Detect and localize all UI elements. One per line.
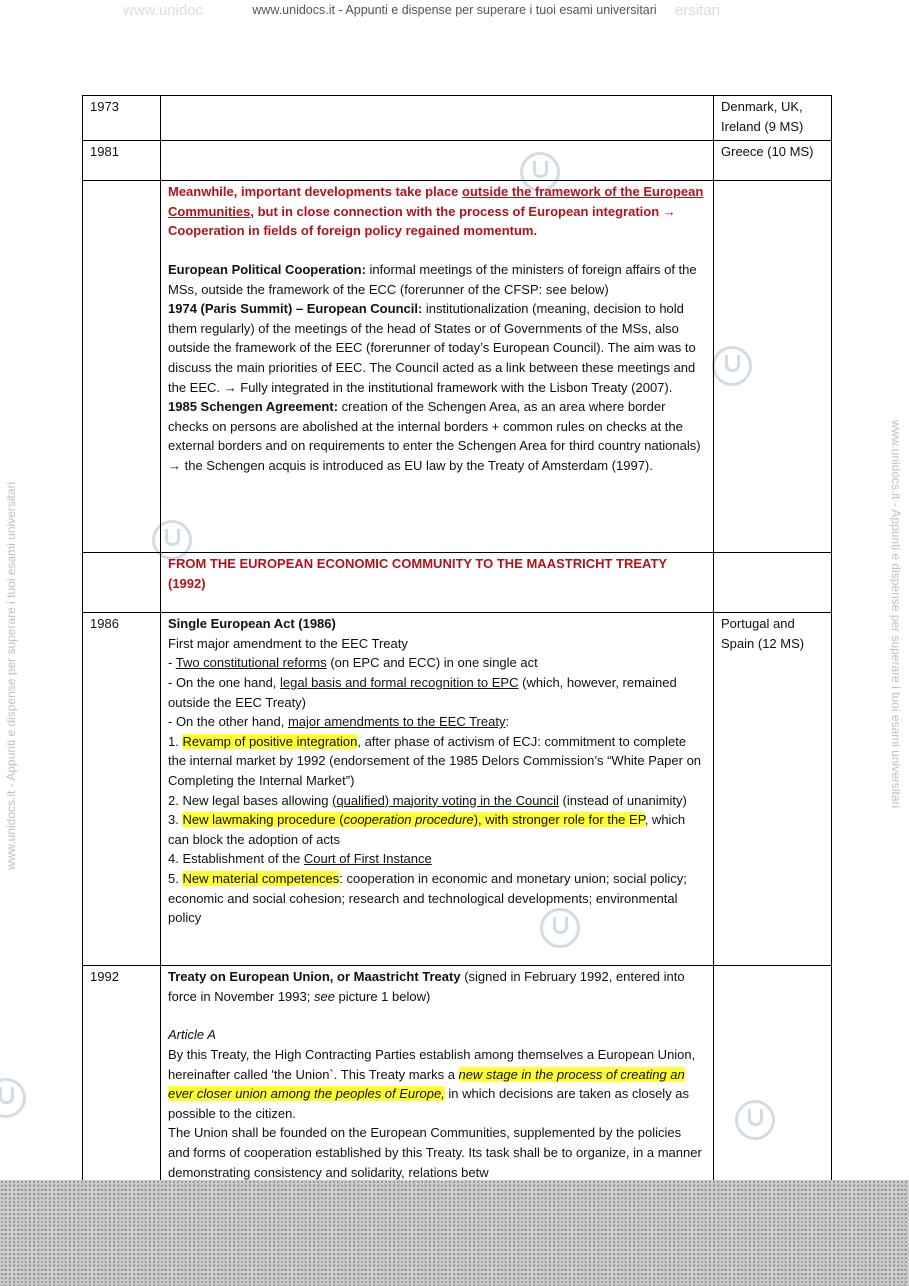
article-paragraph: The Union shall be founded on the European Communities, supplemented by the policies and forms of cooperation established by this Treaty. Its task shall be to organize, in a manner demonstrating consistency and solidarity, relations betw	[168, 1125, 702, 1180]
table-row	[83, 141, 832, 181]
table-row	[83, 181, 832, 553]
sea-item: 1. Revamp of positive integration, after phase of activism of ECJ: commitment to complete the internal market by 1992 (endorsement of the 1985 Delors Commission’s “White Paper on Completing the Internal Market”)	[168, 733, 702, 788]
members-cell: Portugal and Spain (12 MS)	[714, 613, 832, 966]
content-cell	[161, 96, 714, 141]
banner-text: www.unidocs.it - Appunti e dispense per superare i tuoi esami universitari	[252, 3, 657, 17]
content-cell	[161, 613, 714, 966]
year-cell: 1986	[83, 613, 161, 966]
members-cell	[714, 181, 832, 553]
site-banner	[0, 3, 909, 17]
article-paragraph: By this Treaty, the High Contracting Parties establish among themselves a European Union, hereinafter called 'the Union`. This Treaty marks a new stage in the process of creating an ever closer union among the peoples of Europe, in which decisions are taken as closely as possible to the citizen.	[168, 1046, 696, 1121]
content-cell	[161, 181, 714, 553]
sea-item: 3. New lawmaking procedure (cooperation procedure), with stronger role for the EP, which can block the adoption of acts	[168, 812, 686, 847]
paris-paragraph: 1974 (Paris Summit) – European Council: institutionalization (meaning, decision to hold them regularly) of the meetings of the head of States or of Governments of the MSs, also outside the framework of the EEC (forerunner of today’s European Council). The aim was to discuss the main priorities of EEC. The Council acted as a link between these meetings and the EEC. → Fully integrated in the institutional framework with the Lisbon Treaty (2007).	[168, 301, 696, 395]
year-cell	[83, 181, 161, 553]
sea-bullet: - Two constitutional reforms (on EPC and ECC) in one single act	[168, 655, 538, 671]
banner-ghost-right: ersitari	[675, 2, 721, 19]
table-row	[83, 966, 832, 1206]
side-watermark-right: www.unidocs.it - Appunti e dispense per superare i tuoi esami universitari	[889, 420, 903, 809]
epc-paragraph: European Political Cooperation: informal meetings of the ministers of foreign affairs of the MSs, outside the framework of the ECC (forerunner of the CFSP: see below)	[168, 261, 697, 297]
year-cell: 1973	[83, 96, 161, 141]
members-cell: Greece (10 MS)	[714, 141, 832, 181]
side-watermark-left: www.unidocs.it - Appunti e dispense per superare i tuoi esami universitari	[4, 481, 18, 870]
sea-item: 5. New material competences: cooperation in economic and monetary union; social policy; economic and social cohesion; research and technological developments; environmental policy	[168, 870, 687, 926]
sea-item: 4. Establishment of the Court of First Instance	[168, 851, 432, 867]
sea-bullet: - On the other hand, major amendments to the EEC Treaty:	[168, 714, 510, 730]
table-row	[83, 553, 832, 613]
intro-paragraph: Meanwhile, important developments take place outside the framework of the European Communities, but in close connection with the process of European integration → Cooperation in fields of foreign policy regained momentum.	[168, 184, 704, 239]
section-heading: FROM THE EUROPEAN ECONOMIC COMMUNITY TO THE MAASTRICHT TREATY (1992)	[161, 553, 714, 613]
scan-noise-band	[0, 1180, 909, 1286]
history-table	[82, 95, 832, 1206]
year-cell	[83, 553, 161, 613]
maastricht-title: Treaty on European Union, or Maastricht Treaty (signed in February 1992, entered into force in November 1993; see picture 1 below)	[168, 969, 685, 1004]
sea-item: 2. New legal bases allowing (qualified) majority voting in the Council (instead of unanimity)	[168, 792, 687, 808]
year-cell: 1992	[83, 966, 161, 1206]
members-cell	[714, 966, 832, 1206]
members-cell: Denmark, UK, Ireland (9 MS)	[714, 96, 832, 141]
banner-ghost-left: www.unidoc	[123, 2, 204, 19]
schengen-paragraph: 1985 Schengen Agreement: creation of the Schengen Area, as an area where border checks on persons are abolished at the internal borders + common rules on checks at the external borders and on requirements to enter the Schengen Area for third country nationals) → the Schengen acquis is introduced as EU law by the Treaty of Amsterdam (1997).	[168, 399, 701, 473]
table-row	[83, 613, 832, 966]
year-cell: 1981	[83, 141, 161, 181]
sea-title: Single European Act (1986)	[168, 616, 336, 632]
watermark-logo-icon	[0, 1078, 26, 1118]
article-heading: Article A	[168, 1027, 216, 1043]
content-cell	[161, 141, 714, 181]
sea-bullet: - On the one hand, legal basis and formal recognition to EPC (which, however, remained outside the EEC Treaty)	[168, 674, 677, 710]
members-cell	[714, 553, 832, 613]
content-cell	[161, 966, 714, 1206]
table-row	[83, 96, 832, 141]
sea-line: First major amendment to the EEC Treaty	[168, 635, 408, 651]
